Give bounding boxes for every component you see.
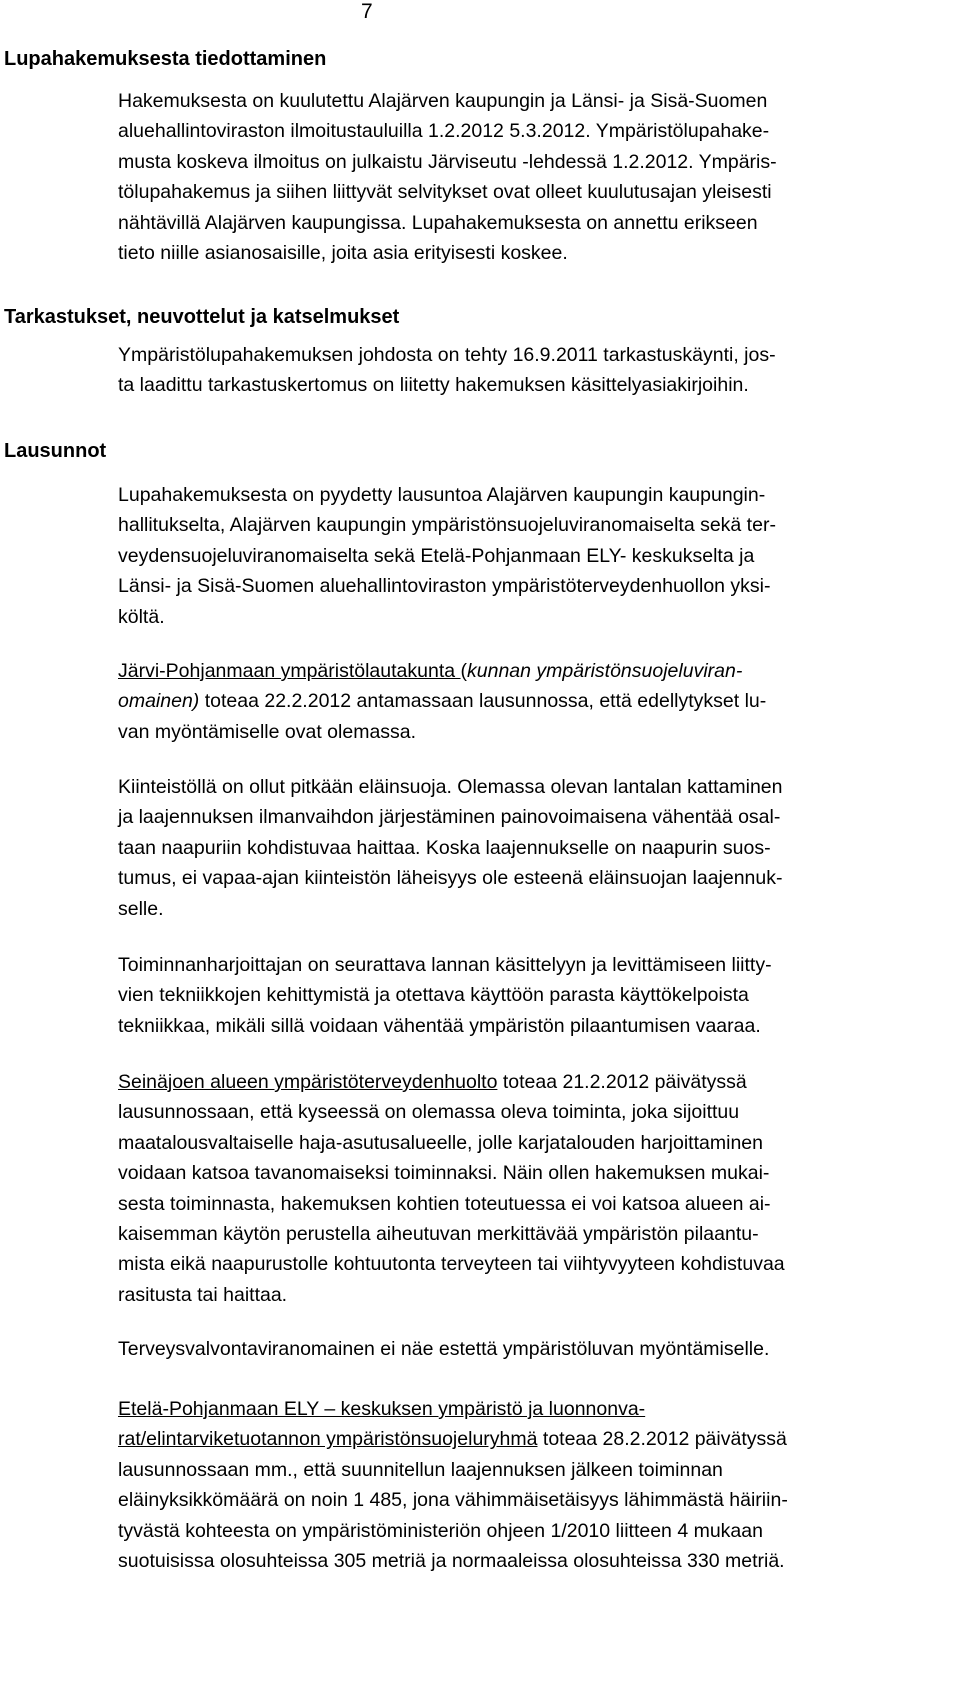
text-line: musta koskeva ilmoitus on julkaistu Järviseutu -lehdessä 1.2.2012. Ympäris-	[118, 150, 777, 173]
italic-text: omainen)	[118, 690, 200, 713]
page-number: 7	[361, 0, 373, 23]
text-line: költä.	[118, 605, 165, 628]
text-line: kaisemman käytön perustella aiheutuvan merkittävää ympäristön pilaantu-	[118, 1223, 759, 1246]
authority-name: Etelä-Pohjanmaan ELY – keskuksen ympäristö ja luonnonva-	[118, 1398, 646, 1420]
paragraph-lausunnot-5	[118, 1067, 890, 1310]
text-line	[118, 1067, 890, 1097]
text-line: Terveysvalvontaviranomainen ei näe estettä ympäristöluvan myöntämiselle.	[118, 1338, 770, 1360]
text-line: tumus, ei vapaa-ajan kiinteistön läheisyys ole esteenä eläinsuojan laajennuk-	[118, 867, 783, 890]
paragraph-tarkastukset	[118, 340, 890, 401]
paragraph-lausunnot-2	[118, 656, 890, 747]
paren-open: (	[460, 660, 468, 682]
text-line: voidaan katsoa tavanomaiseksi toiminnaksi. Näin ollen hakemuksen mukai-	[118, 1162, 770, 1185]
authority-name: Järvi-Pohjanmaan ympäristölautakunta	[118, 660, 461, 682]
text-line: aluehallintoviraston ilmoitustauluilla 1.2.2012 5.3.2012. Ympäristölupahake-	[118, 120, 770, 143]
text-line: selle.	[118, 897, 164, 920]
section-heading-tarkastukset: Tarkastukset, neuvottelut ja katselmukset	[4, 306, 400, 328]
text-line: lausunnossaan, että kyseessä on olemassa oleva toiminta, joka sijoittuu	[118, 1101, 740, 1124]
text-line: nähtävillä Alajärven kaupungissa. Lupahakemuksesta on annettu erikseen	[118, 211, 758, 234]
text-line: Länsi- ja Sisä-Suomen aluehallintoviraston ympäristöterveydenhuollon yksi-	[118, 575, 771, 598]
section-heading-lausunnot: Lausunnot	[4, 440, 107, 462]
paragraph-lausunnot-1	[118, 480, 890, 632]
text-line: vien tekniikkojen kehittymistä ja otettava käyttöön parasta käyttökelpoista	[118, 984, 749, 1007]
text-line: ja laajennuksen ilmanvaihdon järjestäminen painovoimaisena vähentää osal-	[118, 806, 781, 829]
text-line: tölupahakemus ja siihen liittyvät selvitykset ovat olleet kuulutusajan yleisesti	[118, 181, 772, 204]
text-line	[118, 1424, 890, 1454]
text-line: rasitusta tai haittaa.	[118, 1283, 288, 1306]
text-line: Ympäristölupahakemuksen johdosta on tehty 16.9.2011 tarkastuskäynti, jos-	[118, 344, 776, 366]
text-line: Hakemuksesta on kuulutettu Alajärven kaupungin ja Länsi- ja Sisä-Suomen	[118, 90, 768, 112]
authority-name: rat/elintarviketuotannon ympäristönsuojeluryhmä	[118, 1428, 538, 1451]
authority-name: Seinäjoen alueen ympäristöterveydenhuolto	[118, 1071, 498, 1093]
text-fragment: toteaa 21.2.2012 päivätyssä	[497, 1071, 747, 1093]
italic-text: kunnan ympäristönsuojeluviran-	[467, 660, 743, 682]
text-line: maatalousvaltaiselle haja-asutusalueelle, jolle karjatalouden harjoittaminen	[118, 1131, 763, 1154]
text-line: eläinyksikkömäärä on noin 1 485, jona vähimmäisetäisyys lähimmästä häiriin-	[118, 1489, 788, 1512]
text-line: mista eikä naapurustolle kohtuutonta terveyteen tai viihtyvyyteen kohdistuvaa	[118, 1253, 785, 1276]
paragraph-lausunnot-4	[118, 950, 890, 1041]
text-fragment: toteaa 22.2.2012 antamassaan lausunnossa, että edellytykset lu-	[199, 690, 767, 713]
text-line	[118, 686, 890, 716]
paragraph-lausunnot-7	[118, 1394, 890, 1576]
text-line: veydensuojeluviranomaiselta sekä Etelä-Pohjanmaan ELY- keskukselta ja	[118, 544, 755, 567]
text-line	[118, 656, 890, 686]
text-line: hallitukselta, Alajärven kaupungin ympäristönsuojeluviranomaiselta sekä ter-	[118, 514, 776, 537]
text-line: taan naapuriin kohdistuvaa haittaa. Koska laajennukselle on naapurin suos-	[118, 836, 771, 859]
text-fragment: toteaa 28.2.2012 päivätyssä	[537, 1428, 787, 1451]
paragraph-lausunnot-6	[118, 1334, 890, 1364]
text-line: tyvästä kohteesta on ympäristöministeriön ohjeen 1/2010 liitteen 4 mukaan	[118, 1519, 763, 1542]
text-line: Kiinteistöllä on ollut pitkään eläinsuoja. Olemassa olevan lantalan kattaminen	[118, 776, 783, 798]
text-line: Toiminnanharjoittajan on seurattava lannan käsittelyyn ja levittämiseen liitty-	[118, 954, 772, 976]
text-line: tieto niille asianosaisille, joita asia erityisesti koskee.	[118, 242, 568, 265]
text-line: tekniikkaa, mikäli sillä voidaan vähentää ympäristön pilaantumisen vaaraa.	[118, 1014, 761, 1037]
text-line: suotuisissa olosuhteissa 305 metriä ja normaaleissa olosuhteissa 330 metriä.	[118, 1550, 785, 1573]
section-heading-tiedottaminen: Lupahakemuksesta tiedottaminen	[4, 48, 327, 70]
text-line	[118, 1394, 890, 1424]
text-line: sesta toiminnasta, hakemuksen kohtien toteutuessa ei voi katsoa alueen ai-	[118, 1192, 771, 1215]
text-line: van myöntämiselle ovat olemassa.	[118, 720, 417, 743]
text-line: ta laadittu tarkastuskertomus on liitetty hakemuksen käsittelyasiakirjoihin.	[118, 374, 749, 397]
text-line: lausunnossaan mm., että suunnitellun laajennuksen jälkeen toiminnan	[118, 1458, 723, 1481]
paragraph-tiedottaminen	[118, 86, 890, 268]
paragraph-lausunnot-3	[118, 772, 890, 924]
text-line: Lupahakemuksesta on pyydetty lausuntoa Alajärven kaupungin kaupungin-	[118, 484, 766, 506]
